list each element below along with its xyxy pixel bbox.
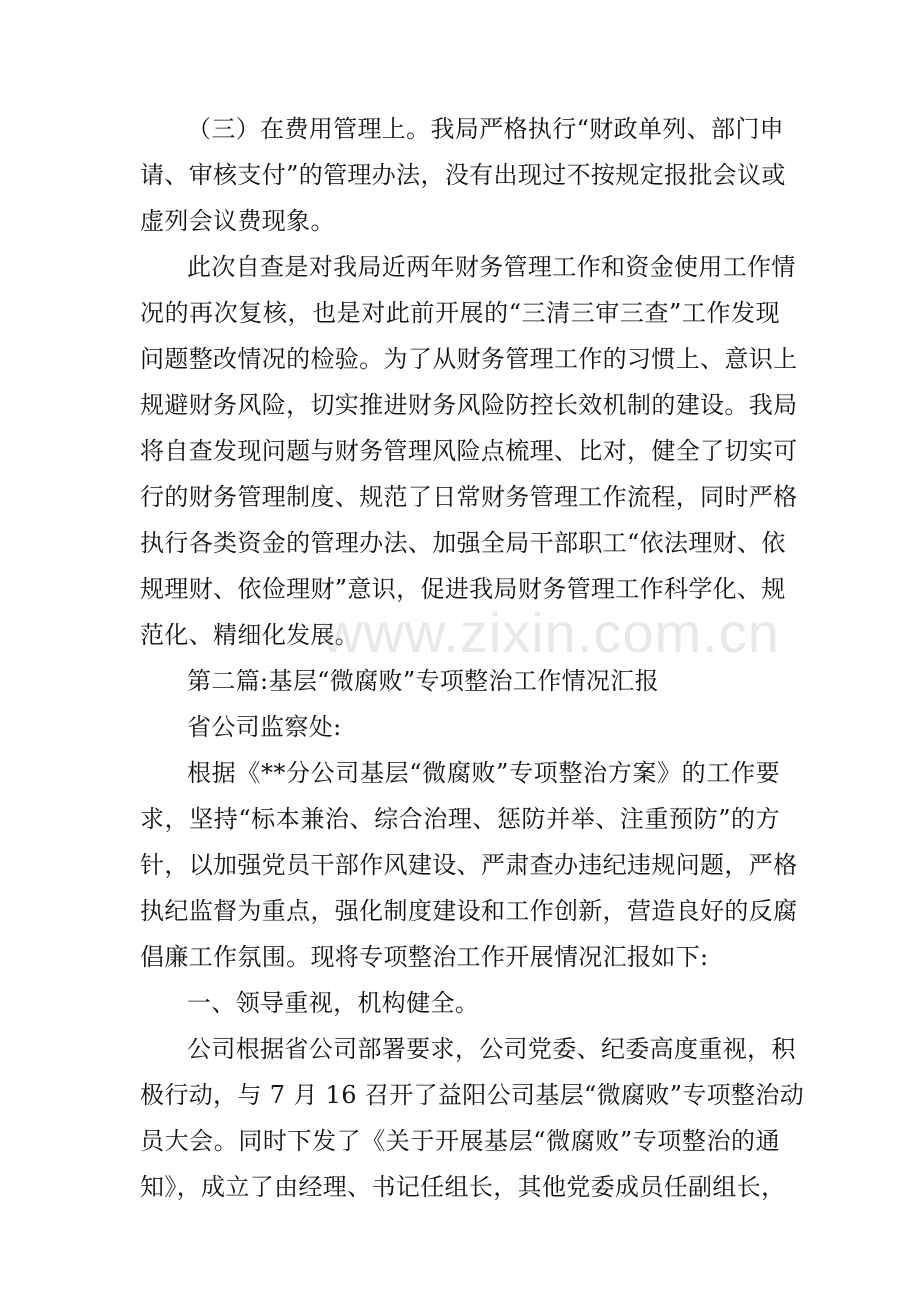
paragraph-2-line-7: 执行各类资金的管理办法、加强全局干部职工“依法理财、依 <box>140 529 786 557</box>
paragraph-2-line-2: 况的再次复核，也是对此前开展的“三清三审三查”工作发现 <box>140 299 780 327</box>
paragraph-2-line-6: 行的财务管理制度、规范了日常财务管理工作流程，同时严格 <box>140 483 798 511</box>
paragraph-3-line-4: 执纪监督为重点，强化制度建设和工作创新，营造良好的反腐 <box>140 897 798 925</box>
paragraph-2-line-9: 范化、精细化发展。 <box>140 621 360 649</box>
paragraph-2-line-3: 问题整改情况的检验。为了从财务管理工作的习惯上、意识上 <box>140 345 798 373</box>
paragraph-4-line-2: 极行动，与 7 月 16 召开了益阳公司基层“微腐败”专项整治动 <box>140 1081 805 1109</box>
paragraph-3-line-3: 针，以加强党员干部作风建设、严肃查办违纪违规问题，严格 <box>140 851 798 879</box>
paragraph-2-line-8: 规理财、依俭理财”意识，促进我局财务管理工作科学化、规 <box>140 575 786 603</box>
recipient-line: 省公司监察处: <box>187 713 342 741</box>
paragraph-1-line-3: 虚列会议费现象。 <box>140 207 335 235</box>
paragraph-1-line-1: （三）在费用管理上。我局严格执行“财政单列、部门申 <box>187 115 785 143</box>
watermark: www.zixin.com.cn <box>322 601 780 664</box>
paragraph-2-line-5: 将自查发现问题与财务管理风险点梳理、比对，健全了切实可 <box>140 437 798 465</box>
paragraph-2-line-4: 规避财务风险，切实推进财务风险防控长效机制的建设。我局 <box>140 391 798 419</box>
paragraph-2-line-1: 此次自查是对我局近两年财务管理工作和资金使用工作情 <box>187 253 796 281</box>
section-title: 第二篇:基层“微腐败”专项整治工作情况汇报 <box>187 667 659 695</box>
paragraph-4-line-1: 公司根据省公司部署要求，公司党委、纪委高度重视，积 <box>187 1035 796 1063</box>
paragraph-3-line-2: 求，坚持“标本兼治、综合治理、惩防并举、注重预防”的方 <box>140 805 780 833</box>
paragraph-3-line-5: 倡廉工作氛围。现将专项整治工作开展情况汇报如下: <box>140 943 709 971</box>
paragraph-4-line-3: 员大会。同时下发了《关于开展基层“微腐败”专项整治的通 <box>140 1127 780 1155</box>
paragraph-4-line-4: 知》，成立了由经理、书记任组长，其他党委成员任副组长， <box>140 1173 786 1201</box>
paragraph-3-line-1: 根据《**分公司基层“微腐败”专项整治方案》的工作要 <box>187 759 780 787</box>
paragraph-1-line-2: 请、审核支付”的管理办法，没有出现过不按规定报批会议或 <box>140 161 786 189</box>
heading-one: 一、领导重视，机构健全。 <box>187 989 480 1017</box>
